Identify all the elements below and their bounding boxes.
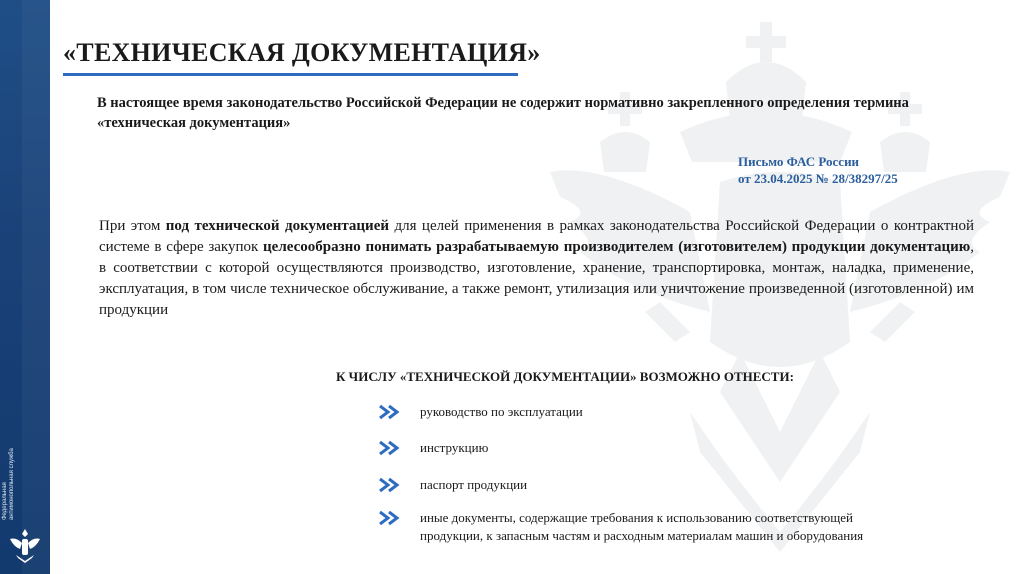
- page-title: «ТЕХНИЧЕСКАЯ ДОКУМЕНТАЦИЯ»: [63, 38, 541, 67]
- para-text-1: При этом: [99, 218, 166, 234]
- para-bold-2: целесообразно понимать разрабатываемую производителем (изготовителем) продукции документацию: [263, 239, 971, 255]
- para-bold-1: под технической документацией: [165, 218, 389, 234]
- sidebar-stripe: [22, 0, 50, 574]
- list-item-line-1: иные документы, содержащие требования к использованию соответствующей: [420, 510, 853, 525]
- list-item-line-2: продукции, к запасным частям и расходным материалам машин и оборудования: [420, 528, 864, 543]
- letter-reference: [738, 153, 898, 187]
- list-item-text: [420, 509, 863, 545]
- sidebar-service-name: Федеральная антимонопольная служба: [2, 448, 15, 520]
- list-item-text: руководство по эксплуатации: [420, 404, 583, 419]
- title-underline: [63, 73, 518, 76]
- para-text-3: , в соответствии с которой осуществляются производство, изготовление, хранение, транспортировка, монтаж, наладка, применение, эксплуатация, в том числе техническое обслуживание, а также ремонт, утилизация или уничтожение произведенной (изготовленной) им продукции: [99, 239, 974, 318]
- para-text-2: для целей применения в рамках законодательства Российской Федерации о контрактной системе в сфере закупок: [99, 218, 974, 255]
- fas-logo-icon: [6, 525, 44, 565]
- list-item-text: инструкцию: [420, 440, 489, 455]
- intro-statement: В настоящее время законодательство Российской Федерации не содержит нормативно закрепленного определения термина «техническая документация»: [97, 95, 909, 131]
- reference-line-1: Письмо ФАС России: [738, 154, 860, 169]
- double-chevron-right-icon: [378, 510, 402, 526]
- list-heading: К ЧИСЛУ «ТЕХНИЧЕСКОЙ ДОКУМЕНТАЦИИ» ВОЗМОЖНО ОТНЕСТИ:: [336, 369, 794, 384]
- sidebar: [0, 0, 50, 574]
- double-chevron-right-icon: [378, 477, 402, 493]
- reference-line-2: от 23.04.2025 № 28/38297/25: [738, 171, 898, 186]
- double-chevron-right-icon: [378, 404, 402, 420]
- double-chevron-right-icon: [378, 440, 402, 456]
- definition-paragraph: [99, 216, 974, 321]
- list-item-text: паспорт продукции: [420, 477, 528, 492]
